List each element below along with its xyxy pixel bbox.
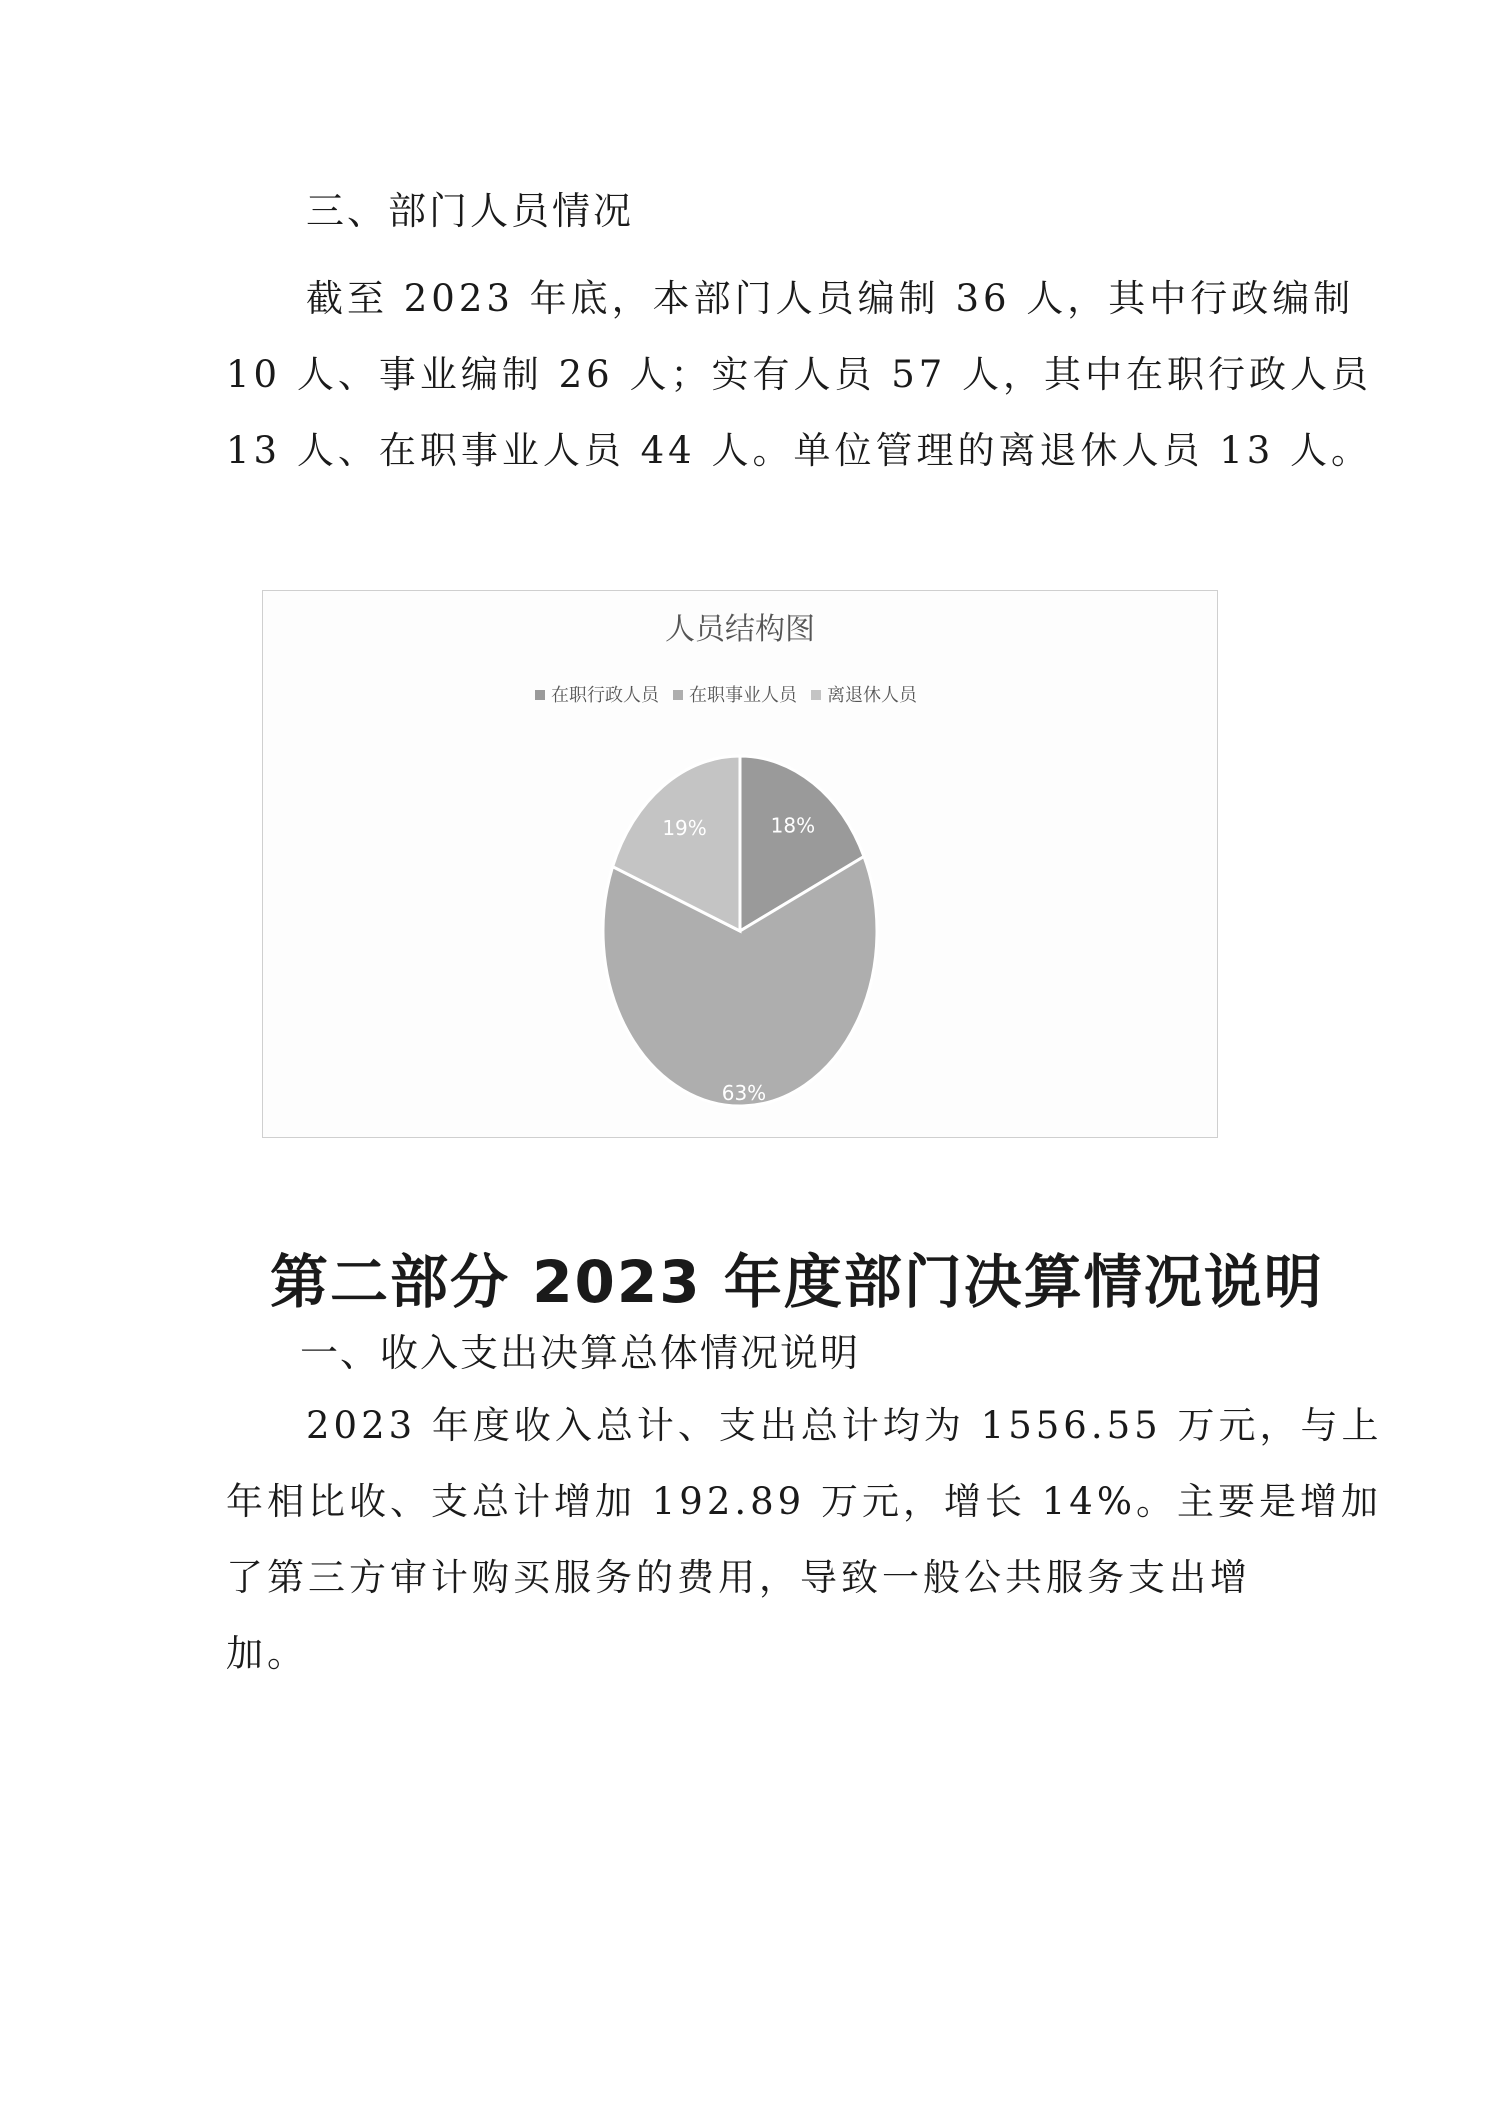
legend-label: 离退休人员 (827, 685, 917, 706)
pie-chart-svg (263, 591, 1217, 1137)
legend-swatch (673, 690, 683, 700)
paragraph-line: 年相比收、支总计增加 192.89 万元，增长 14%。主要是增加 (226, 1480, 1382, 1523)
paragraph-line: 10 人、事业编制 26 人；实有人员 57 人，其中在职行政人员 (226, 353, 1373, 396)
legend-swatch (811, 690, 821, 700)
legend-label: 在职事业人员 (689, 685, 797, 706)
sub-heading: 一、收入支出决算总体情况说明 (300, 1331, 861, 1375)
pie-chart (262, 590, 1218, 1138)
section-heading-staff: 三、部门人员情况 (306, 189, 635, 233)
legend-label: 在职行政人员 (551, 685, 659, 706)
paragraph-line: 了第三方审计购买服务的费用，导致一般公共服务支出增 (226, 1556, 1251, 1599)
part-title: 第二部分 2023 年度部门决算情况说明 (270, 1248, 1324, 1316)
chart-title: 人员结构图 (665, 612, 815, 647)
legend-swatch (535, 690, 545, 700)
pie-data-label: 18% (770, 813, 816, 838)
paragraph-line: 加。 (226, 1632, 308, 1675)
paragraph-line: 2023 年度收入总计、支出总计均为 1556.55 万元，与上 (306, 1404, 1383, 1447)
pie-data-label: 19% (662, 815, 707, 840)
paragraph-line: 13 人、在职事业人员 44 人。单位管理的离退休人员 13 人。 (226, 429, 1373, 472)
pie-data-label: 63% (721, 1080, 767, 1105)
paragraph-line: 截至 2023 年底，本部门人员编制 36 人，其中行政编制 (306, 277, 1355, 320)
